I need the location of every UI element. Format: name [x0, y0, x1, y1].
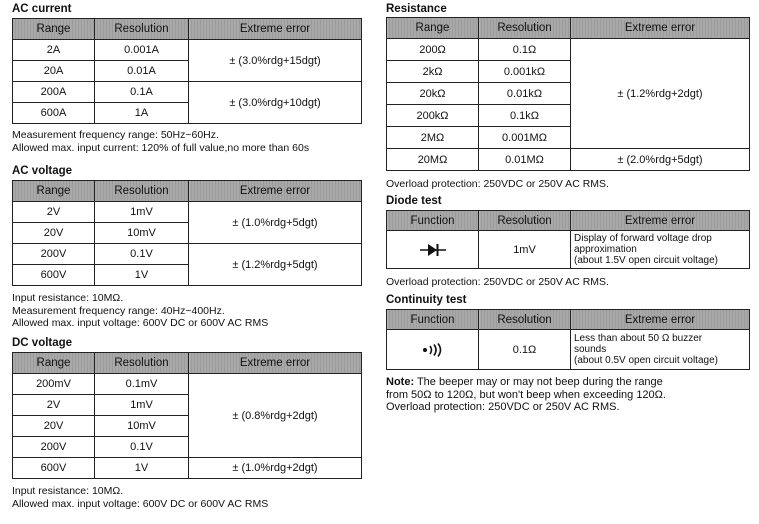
dc-voltage-notes	[12, 485, 268, 510]
header-function: Function	[387, 211, 479, 231]
range-cell: 20V	[13, 416, 95, 437]
note-line: Allowed max. input voltage: 600V DC or 600V AC RMS	[12, 317, 269, 329]
range-cell: 20MΩ	[387, 149, 479, 171]
range-cell: 20A	[13, 61, 95, 82]
resistance-title: Resistance	[386, 3, 447, 15]
header-resolution: Resolution	[95, 353, 189, 374]
header-range: Range	[387, 18, 479, 39]
continuity-test-table	[386, 309, 750, 370]
resistance-notes	[386, 178, 609, 191]
resolution-cell: 1A	[95, 103, 189, 124]
header-function: Function	[387, 310, 479, 330]
header-extreme-error: Extreme error	[571, 211, 750, 231]
resolution-cell: 0.1A	[95, 82, 189, 103]
note-line: Overload protection: 250VDC or 250V AC RMS.	[386, 178, 609, 190]
range-cell: 2V	[13, 395, 95, 416]
range-cell: 200mV	[13, 374, 95, 395]
header-resolution: Resolution	[95, 181, 189, 202]
error-cell: ± (2.0%rdg+5dgt)	[571, 149, 750, 171]
error-description-cell	[571, 330, 750, 370]
header-extreme-error: Extreme error	[189, 19, 362, 40]
error-cell: ± (1.2%rdg+2dgt)	[571, 39, 750, 149]
header-resolution: Resolution	[95, 19, 189, 40]
range-cell: 600V	[13, 458, 95, 479]
range-cell: 2V	[13, 202, 95, 223]
resolution-cell: 10mV	[95, 416, 189, 437]
header-extreme-error: Extreme error	[571, 310, 750, 330]
range-cell: 200Ω	[387, 39, 479, 61]
error-cell: ± (1.0%rdg+5dgt)	[189, 202, 362, 244]
range-cell: 20kΩ	[387, 83, 479, 105]
ac-voltage-table	[12, 180, 362, 286]
error-line: (about 0.5V open circuit voltage)	[574, 355, 718, 366]
resolution-cell: 10mV	[95, 223, 189, 244]
diode-test-table	[386, 210, 750, 269]
range-cell: 200A	[13, 82, 95, 103]
error-cell: ± (3.0%rdg+10dgt)	[189, 82, 362, 124]
header-resolution: Resolution	[479, 310, 571, 330]
ac-current-table	[12, 18, 362, 124]
note-line: Allowed max. input current: 120% of full value,no more than 60s	[12, 141, 310, 154]
resolution-cell: 0.1mV	[95, 374, 189, 395]
note-line	[386, 376, 666, 389]
buzzer-icon	[422, 343, 444, 357]
header-extreme-error: Extreme error	[189, 353, 362, 374]
header-range: Range	[13, 181, 95, 202]
note-line: Overload protection: 250VDC or 250V AC RMS.	[386, 276, 609, 288]
range-cell: 200V	[13, 244, 95, 265]
ac-current-title: AC current	[12, 3, 72, 15]
resolution-cell: 1V	[95, 265, 189, 286]
error-line: Less than about 50 Ω buzzer	[574, 333, 703, 344]
note-line: from 50Ω to 120Ω, but won't beep when exceeding 120Ω.	[386, 388, 666, 401]
resolution-cell: 1V	[95, 458, 189, 479]
error-line: (about 1.5V open circuit voltage)	[574, 255, 718, 266]
header-resolution: Resolution	[479, 211, 571, 231]
error-cell: ± (0.8%rdg+2dgt)	[189, 374, 362, 458]
header-range: Range	[13, 353, 95, 374]
note-line: Allowed max. input voltage: 600V DC or 600V AC RMS	[12, 497, 269, 510]
range-cell: 200kΩ	[387, 105, 479, 127]
ac-voltage-notes	[12, 292, 268, 330]
continuity-test-title: Continuity test	[386, 294, 467, 306]
diode-test-title: Diode test	[386, 195, 442, 207]
diode-test-notes	[386, 276, 609, 289]
ac-voltage-title: AC voltage	[12, 165, 73, 177]
note-label: Note:	[386, 376, 415, 388]
resolution-cell: 0.1Ω	[479, 39, 571, 61]
note-line: Input resistance: 10MΩ.	[12, 292, 124, 304]
header-range: Range	[13, 19, 95, 40]
range-cell: 2kΩ	[387, 61, 479, 83]
header-extreme-error: Extreme error	[189, 181, 362, 202]
dc-voltage-title: DC voltage	[12, 337, 73, 349]
range-cell: 600A	[13, 103, 95, 124]
resolution-cell: 0.001A	[95, 40, 189, 61]
note-line: Measurement frequency range: 40Hz~400Hz.	[12, 304, 225, 317]
function-cell	[387, 330, 479, 370]
ac-current-notes	[12, 129, 309, 154]
dc-voltage-table	[12, 352, 362, 479]
note-line: Overload protection: 250VDC or 250V AC RMS.	[386, 401, 620, 413]
range-cell: 600V	[13, 265, 95, 286]
resolution-cell: 1mV	[95, 202, 189, 223]
resolution-cell: 1mV	[95, 395, 189, 416]
header-resolution: Resolution	[479, 18, 571, 39]
range-cell: 20V	[13, 223, 95, 244]
note-text: The beeper may or may not beep during the range	[414, 376, 663, 388]
resolution-cell: 0.001MΩ	[479, 127, 571, 149]
range-cell: 2A	[13, 40, 95, 61]
resistance-table	[386, 17, 750, 171]
range-cell: 200V	[13, 437, 95, 458]
error-cell: ± (1.2%rdg+5dgt)	[189, 244, 362, 286]
error-line: approximation	[574, 244, 637, 255]
resolution-cell: 0.01A	[95, 61, 189, 82]
resolution-cell: 0.1V	[95, 244, 189, 265]
resolution-cell: 0.1Ω	[479, 330, 571, 370]
resolution-cell: 0.1V	[95, 437, 189, 458]
note-line: Measurement frequency range: 50Hz~60Hz.	[12, 129, 219, 141]
error-line: sounds	[574, 344, 607, 355]
diode-icon	[420, 243, 446, 257]
resolution-cell: 0.01MΩ	[479, 149, 571, 171]
range-cell: 2MΩ	[387, 127, 479, 149]
note-line: Input resistance: 10MΩ.	[12, 485, 124, 497]
resolution-cell: 0.01kΩ	[479, 83, 571, 105]
resolution-cell: 0.1kΩ	[479, 105, 571, 127]
continuity-test-notes	[386, 376, 666, 414]
resolution-cell: 0.001kΩ	[479, 61, 571, 83]
function-cell	[387, 231, 479, 269]
error-cell: ± (1.0%rdg+2dgt)	[189, 458, 362, 479]
header-extreme-error: Extreme error	[571, 18, 750, 39]
error-cell: ± (3.0%rdg+15dgt)	[189, 40, 362, 82]
resolution-cell: 1mV	[479, 231, 571, 269]
error-line: Display of forward voltage drop	[574, 233, 712, 244]
error-description-cell	[571, 231, 750, 269]
